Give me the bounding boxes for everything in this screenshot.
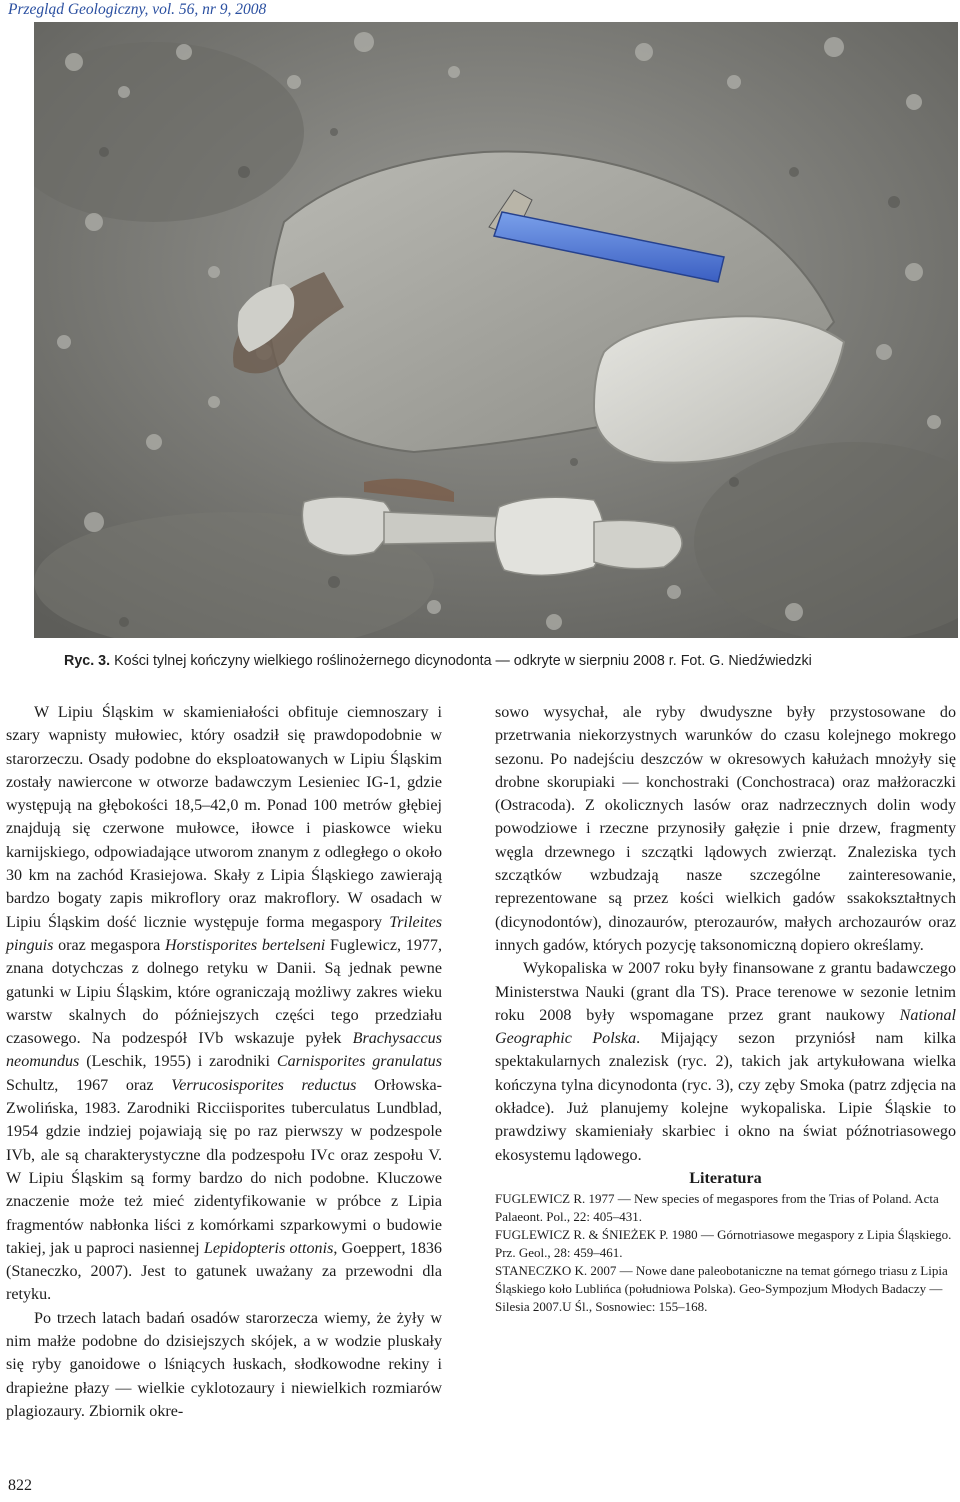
reference-item: FUGLEWICZ R. & ŚNIEŻEK P. 1980 — Górnotriasowe megaspory z Lipia Śląskiego. Prz. Geol., 28: 459–461.: [495, 1227, 952, 1260]
running-head: Przegląd Geologiczny, vol. 56, nr 9, 2008: [8, 1, 267, 18]
figure-caption: [64, 653, 954, 669]
left-paragraph-2: Po trzech latach badań osadów starorzecza wiemy, że żyły w nim małże podobne do dzisiejszych skójek, a w wodzie pluskały się ryby ganoidowe o lśniących łuskach, słodkowodne rekiny i drapieżne płazy — wielkie cyklotozaury i niewielkich rozmiarów plagiozaury. Zbiornik okre-: [6, 1309, 442, 1420]
left-column: [6, 701, 442, 1423]
figure-caption-text: Kości tylnej kończyny wielkiego roślinożernego dicynodonta — odkryte w sierpniu 2008 r. Fot. G. Niedźwiedzki: [110, 653, 812, 669]
page-number: 822: [8, 1477, 32, 1494]
reference-item: FUGLEWICZ R. 1977 — New species of megaspores from the Trias of Poland. Acta Palaeont. Pol., 22: 405–431.: [495, 1191, 939, 1225]
literature-heading: Literatura: [689, 1169, 762, 1187]
right-column: [495, 701, 956, 1316]
figure-label: Ryc. 3.: [64, 653, 111, 669]
reference-list: [495, 1190, 956, 1315]
reference-item: STANECZKO K. 2007 — Nowe dane paleobotaniczne na temat górnego triasu z Lipia Śląskiego koło Lublińca (południowa Polska). Geo-Sympozjum Młodych Badaczy — Silesia 2007.U Śl., Sosnowiec: 155–168.: [495, 1262, 948, 1314]
figure-photo: [34, 22, 958, 638]
excavation-photo: [34, 22, 958, 638]
left-paragraph-1: W Lipiu Śląskim w skamieniałości obfituje ciemnoszary i szary wapnisty mułowiec, który osadził się prawdopodobnie w starorzeczu. Osady podobne do eksploatowanych w Lipiu Śląskim zostały nawiercone w otworze badawczym Lesieniec IG-1, gdzie występują na głębokości 18,5–42,0 m. Ponad 100 metrów głębiej znajdują się czerwone mułowce, iłowce i piaskowce wieku karnijskiego, odpowiadające utworom znanym z odległego o około 30 km na zachód Krasiejowa. Skały z Lipia Śląskiego zawierają bardzo bogaty zapis mikroflory oraz makroflory. W osadach w Lipiu Śląskim dość licznie występuje forma megaspory Trileites pinguis oraz megaspora Horstisporites bertelseni Fuglewicz, 1977, znana dotychczas z dolnego retyku w Danii. Są jednak pewne gatunki w Lipiu Śląskim, które ograniczają możliwy zakres wieku warstw skalnych do późniejszych części tego przedziału czasowego. Na podzespół IVb wskazuje pyłek Brachysaccus neomundus (Leschik, 1955) i zarodniki Carnisporites granulatus Schultz, 1967 oraz Verrucosisporites reductus Orłowska-Zwolińska, 1983. Zarodniki Ricciisporites tuberculatus Lundblad, 1954 gdzie indziej pojawiają się po raz pierwszy w podzespole IVb, ale są charakterystyczne dla podzespołu IVc oraz zespołu V. W Lipiu Śląskim są formy bardzo do nich podobne. Kluczowe znaczenie może też mieć zidentyfikowanie w próbce z Lipia fragmentów nabłonka liści z komórkami szparkowymi o budowie takiej, jak u paproci nasiennej Lepidopteris ottonis, Goeppert, 1836 (Staneczko, 2007). Jest to gatunek uważany za przewodni dla retyku.: [6, 704, 443, 1304]
right-paragraph-1: sowo wysychał, ale ryby dwudyszne były przystosowane do przetrwania niekorzystnych warunków do czasu kolejnego mokrego sezonu. Po nadejściu deszczów w okresowych kałużach mnożyły się drobne skorupiaki — konchostraki (Conchostraca) oraz małżoraczki (Ostracoda). Z okolicznych lasów oraz nadrzecznych dolin wody powodziowe i rzeczne przynosiły gałęzie i pnie drzew, fragmenty węgla drzewnego i szczątki lądowych zwierząt. Znaleziska tych szczątków wzbudzają nasze szczególne zainteresowanie, reprezentowane są przez kości wielkich gadów ssakokształtnych (dicynodontów), dinozaurów, pterozaurów, małych archozaurów oraz innych gadów, których pozycję taksonomiczną dopiero określamy.: [495, 704, 956, 954]
right-paragraph-2: Wykopaliska w 2007 roku były finansowane z grantu badawczego Ministerstwa Nauki (grant dla TS). Prace terenowe w sezonie letnim roku 2008 były wspomagane przez grant naukowy National Geographic Polska. Mijający sezon przyniósł nam kilka spektakularnych znalezisk (ryc. 2), takich jak artykułowana wielka kończyna tylna dicynodonta (ryc. 3), czy zęby Smoka (patrz zdjęcia na okładce). Już planujemy kolejne wykopaliska. Lipie Śląskie to prawdziwy skamieniały skarbiec i okno na świat późnotriasowego ekosystemu lądowego.: [495, 960, 956, 1164]
